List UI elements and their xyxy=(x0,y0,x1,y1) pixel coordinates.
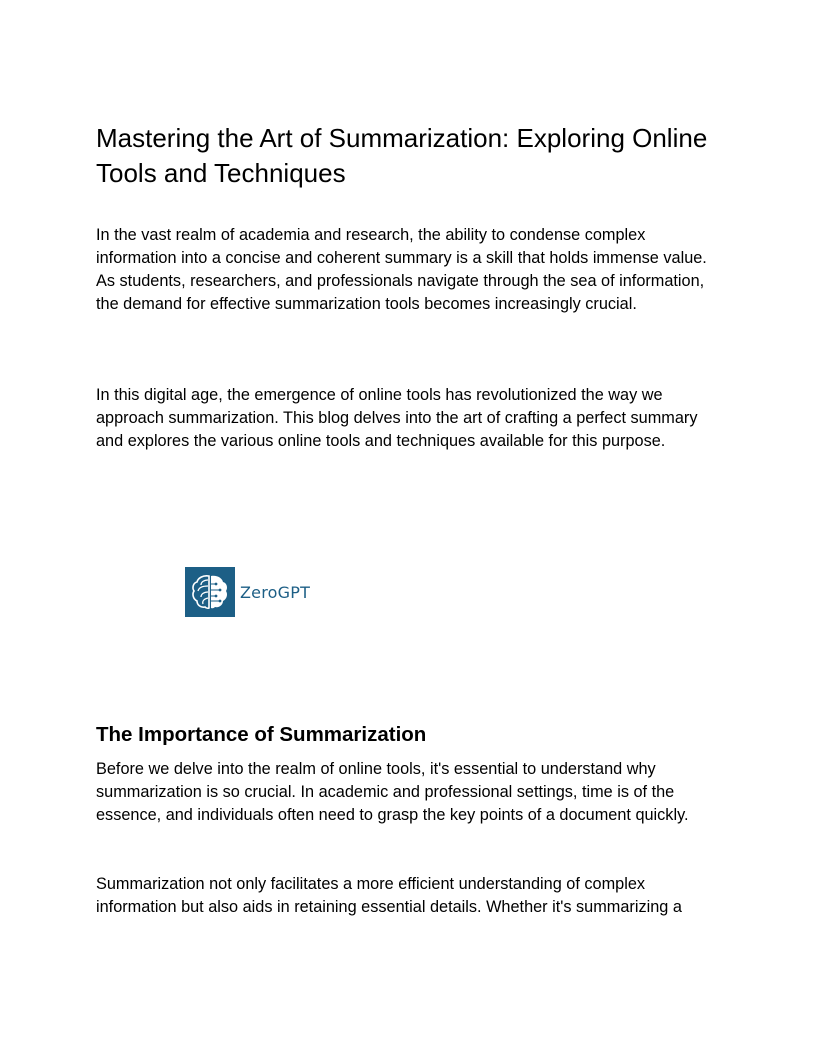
page-title: Mastering the Art of Summarization: Exploring Online Tools and Techniques xyxy=(96,123,708,188)
zerogpt-logo xyxy=(185,567,310,617)
intro-paragraph-1: In the vast realm of academia and research, the ability to condense complex information into a concise and coherent summary is a skill that holds immense value. As students, researchers, and professionals navigate through the sea of information, the demand for effective summarization tools becomes increasingly crucial. xyxy=(96,226,707,313)
section-paragraph-1: Before we delve into the realm of online tools, it's essential to understand why summarization is so crucial. In academic and professional settings, time is of the essence, and individuals often need to grasp the key points of a document quickly. xyxy=(96,760,689,824)
section-heading: The Importance of Summarization xyxy=(96,723,427,746)
brain-icon xyxy=(185,567,235,617)
section-paragraph-2: Summarization not only facilitates a more efficient understanding of complex information but also aids in retaining essential details. Whether it's summarizing a xyxy=(96,875,682,916)
logo-text: ZeroGPT xyxy=(240,582,311,602)
intro-paragraph-2: In this digital age, the emergence of online tools has revolutionized the way we approach summarization. This blog delves into the art of crafting a perfect summary and explores the various online tools and techniques available for this purpose. xyxy=(96,386,698,450)
